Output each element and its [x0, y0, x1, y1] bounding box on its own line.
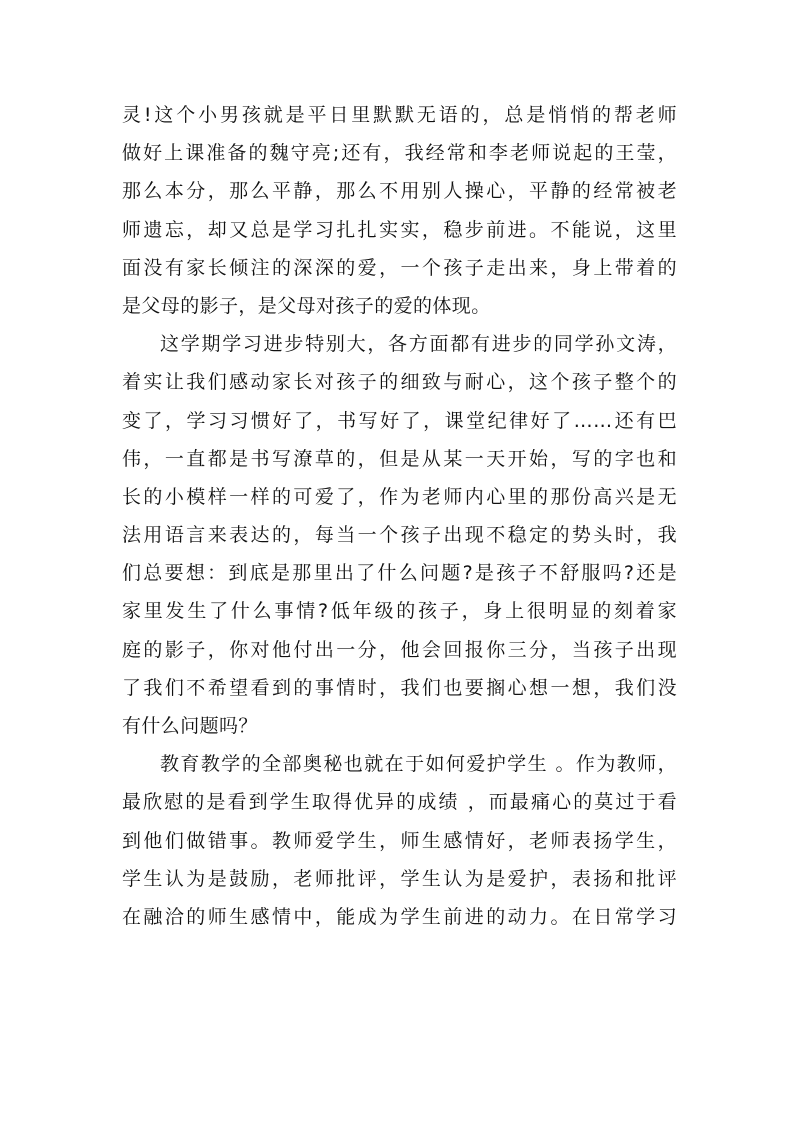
text-line: 们总要想：到底是那里出了什么问题?是孩子不舒服吗?还是	[122, 562, 677, 585]
text-line: 有什么问题吗？	[122, 715, 258, 737]
text-line: 在融洽的师生感情中，能成为学生前进的动力。在日常学习	[122, 905, 677, 928]
text-line: 庭的影子，你对他付出一分，他会回报你三分，当孩子出现	[122, 638, 677, 661]
text-line: 是父母的影子，是父母对孩子的爱的体现。	[122, 294, 491, 317]
paragraph-start-line: 这学期学习进步特别大，各方面都有进步的同学孙文涛，	[160, 333, 677, 356]
paragraph-start-line: 教育教学的全部奥秘也就在于如何爱护学生 。作为教师，	[160, 753, 677, 776]
body-text	[122, 96, 677, 936]
text-line: 家里发生了什么事情?低年级的孩子，身上很明显的刻着家	[122, 600, 677, 623]
text-line: 伟，一直都是书写潦草的，但是从某一天开始，写的字也和	[122, 447, 677, 470]
text-line: 学生认为是鼓励，老师批评，学生认为是爱护，表扬和批评	[122, 867, 677, 890]
text-line: 到他们做错事。教师爱学生，师生感情好，老师表扬学生，	[122, 829, 677, 852]
text-line: 变了，学习习惯好了，书写好了，课堂纪律好了……还有巴	[122, 409, 677, 432]
text-line: 师遗忘，却又总是学习扎扎实实，稳步前进。不能说，这里	[122, 218, 677, 241]
text-line: 那么本分，那么平静，那么不用别人操心，平静的经常被老	[122, 180, 677, 203]
text-line: 最欣慰的是看到学生取得优异的成绩 ，而最痛心的莫过于看	[122, 791, 677, 814]
text-line: 法用语言来表达的，每当一个孩子出现不稳定的势头时，我	[122, 524, 677, 547]
text-line: 做好上课准备的魏守亮;还有，我经常和李老师说起的王莹，	[122, 142, 677, 165]
text-line: 了我们不希望看到的事情时，我们也要搁心想一想，我们没	[122, 676, 677, 699]
text-line: 面没有家长倾注的深深的爱，一个孩子走出来，身上带着的	[122, 256, 677, 279]
text-line: 长的小模样一样的可爱了，作为老师内心里的那份高兴是无	[122, 485, 677, 508]
text-line: 灵!这个小男孩就是平日里默默无语的，总是悄悄的帮老师	[122, 104, 677, 126]
text-line: 着实让我们感动家长对孩子的细致与耐心，这个孩子整个的	[122, 371, 677, 394]
